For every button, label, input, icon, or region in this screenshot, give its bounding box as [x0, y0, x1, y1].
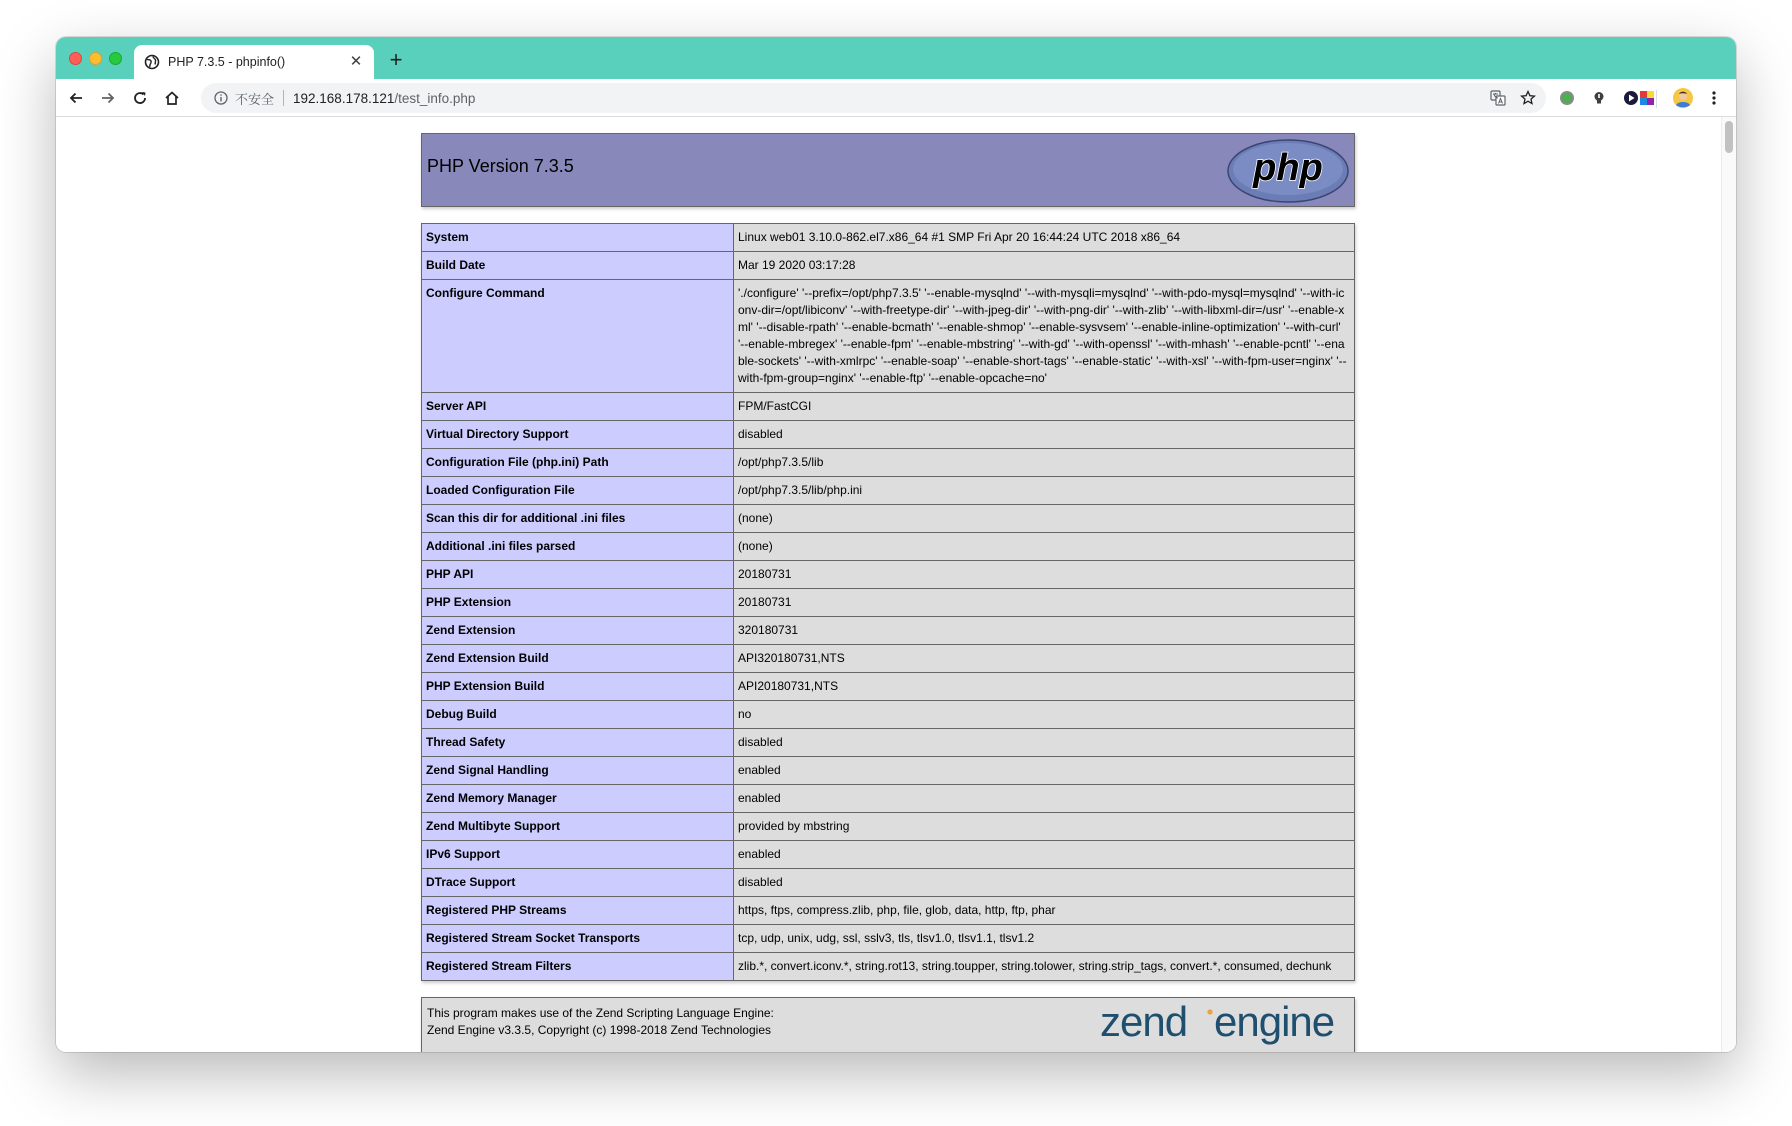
page-title: PHP Version 7.3.5 [427, 156, 574, 176]
home-icon[interactable] [158, 84, 186, 112]
row-value: enabled [734, 757, 1355, 785]
row-label: Thread Safety [422, 729, 734, 757]
forward-icon[interactable] [94, 84, 122, 112]
translate-icon[interactable] [1490, 90, 1506, 106]
globe-icon [144, 54, 160, 70]
table-row [422, 673, 1355, 701]
extension-palette-icon[interactable] [1639, 90, 1655, 106]
php-version-header [421, 133, 1355, 207]
row-label: Zend Multibyte Support [422, 813, 734, 841]
url-path: /test_info.php [394, 90, 476, 106]
row-value: provided by mbstring [734, 813, 1355, 841]
row-value: (none) [734, 533, 1355, 561]
info-table [421, 223, 1355, 981]
table-row [422, 449, 1355, 477]
table-row [422, 925, 1355, 953]
row-label: Zend Extension [422, 617, 734, 645]
row-value: /opt/php7.3.5/lib [734, 449, 1355, 477]
row-value: Mar 19 2020 03:17:28 [734, 252, 1355, 280]
row-label: Loaded Configuration File [422, 477, 734, 505]
zend-logo-dot [1207, 1009, 1212, 1014]
table-row [422, 617, 1355, 645]
row-value: no [734, 701, 1355, 729]
zend-logo-zend: zend [1100, 1000, 1188, 1045]
row-value: 20180731 [734, 589, 1355, 617]
extension-lightbulb-icon[interactable] [1591, 90, 1607, 106]
table-row [422, 280, 1355, 393]
row-value: './configure' '--prefix=/opt/php7.3.5' '--enable-mysqlnd' '--with-mysqli=mysqlnd' '--with-pdo-mysql=mysqlnd' '--with-iconv-dir=/opt/libiconv' '--with-freetype-dir' '--with-jpeg-dir' '--with-png-dir' '--with-zlib' '--with-libxml-dir=/usr' '--enable-xml' '--disable-rpath' '--enable-bcmath' '--enable-shmop' '--enable-sysvsem' '--enable-inline-optimization' '--with-curl' '--enable-mbregex' '--enable-fpm' '--enable-mbstring' '--with-gd' '--with-openssl' '--with-mhash' '--enable-pcntl' '--enable-sockets' '--with-xmlrpc' '--enable-soap' '--enable-short-tags' '--enable-static' '--with-xsl' '--with-fpm-user=nginx' '--with-fpm-group=nginx' '--enable-ftp' '--enable-opcache=no' [734, 280, 1355, 393]
security-status[interactable]: 不安全 [235, 91, 275, 107]
info-icon[interactable] [213, 90, 229, 106]
row-value: zlib.*, convert.iconv.*, string.rot13, string.toupper, string.tolower, string.strip_tags, convert.*, consumed, dechunk [734, 953, 1355, 981]
zend-logo-engine: engine [1214, 1000, 1335, 1045]
row-label: Additional .ini files parsed [422, 533, 734, 561]
address-bar[interactable] [201, 83, 1546, 113]
row-value: disabled [734, 869, 1355, 897]
close-window-button[interactable] [69, 52, 82, 65]
table-row [422, 561, 1355, 589]
url-text[interactable] [293, 91, 475, 106]
row-value: enabled [734, 841, 1355, 869]
close-icon[interactable]: ✕ [349, 53, 363, 70]
toolbar-divider [1656, 90, 1657, 108]
row-label: Virtual Directory Support [422, 421, 734, 449]
row-value: /opt/php7.3.5/lib/php.ini [734, 477, 1355, 505]
row-value: tcp, udp, unix, udg, ssl, sslv3, tls, tlsv1.0, tlsv1.1, tlsv1.2 [734, 925, 1355, 953]
tab-phpinfo[interactable] [134, 45, 374, 79]
row-label: Registered Stream Socket Transports [422, 925, 734, 953]
table-row [422, 701, 1355, 729]
table-row [422, 393, 1355, 421]
table-row [422, 533, 1355, 561]
zend-line-1: This program makes use of the Zend Scripting Language Engine: [427, 1006, 774, 1020]
vertical-scrollbar[interactable] [1721, 117, 1736, 1052]
table-row [422, 645, 1355, 673]
table-row [422, 505, 1355, 533]
row-label: PHP Extension Build [422, 673, 734, 701]
table-row [422, 897, 1355, 925]
profile-avatar-icon[interactable] [1673, 88, 1693, 108]
row-label: DTrace Support [422, 869, 734, 897]
zend-engine-logo[interactable] [1100, 1000, 1350, 1052]
omnibox-separator [283, 90, 284, 106]
zoom-window-button[interactable] [109, 52, 122, 65]
table-row [422, 785, 1355, 813]
row-label: Build Date [422, 252, 734, 280]
row-value: disabled [734, 421, 1355, 449]
row-label: Scan this dir for additional .ini files [422, 505, 734, 533]
table-row [422, 841, 1355, 869]
table-row [422, 757, 1355, 785]
table-row [422, 224, 1355, 252]
minimize-window-button[interactable] [89, 52, 102, 65]
row-value: API320180731,NTS [734, 645, 1355, 673]
row-label: System [422, 224, 734, 252]
row-label: PHP Extension [422, 589, 734, 617]
row-label: PHP API [422, 561, 734, 589]
row-value: disabled [734, 729, 1355, 757]
row-value: Linux web01 3.10.0-862.el7.x86_64 #1 SMP Fri Apr 20 16:44:24 UTC 2018 x86_64 [734, 224, 1355, 252]
table-row [422, 589, 1355, 617]
extension-green-icon[interactable] [1559, 90, 1575, 106]
row-label: Configuration File (php.ini) Path [422, 449, 734, 477]
reload-icon[interactable] [126, 84, 154, 112]
row-value: FPM/FastCGI [734, 393, 1355, 421]
back-icon[interactable] [62, 84, 90, 112]
row-label: IPv6 Support [422, 841, 734, 869]
row-label: Zend Signal Handling [422, 757, 734, 785]
row-label: Registered Stream Filters [422, 953, 734, 981]
table-row [422, 252, 1355, 280]
new-tab-button[interactable]: + [389, 47, 403, 72]
table-row [422, 813, 1355, 841]
row-value: 320180731 [734, 617, 1355, 645]
tab-title: PHP 7.3.5 - phpinfo() [168, 55, 286, 69]
extension-play-icon[interactable] [1623, 90, 1639, 106]
php-logo-text: php [1253, 147, 1323, 189]
row-label: Zend Memory Manager [422, 785, 734, 813]
row-value: 20180731 [734, 561, 1355, 589]
row-label: Debug Build [422, 701, 734, 729]
star-icon[interactable] [1520, 90, 1536, 106]
url-host: 192.168.178.121 [293, 90, 395, 106]
browser-window [56, 37, 1736, 1052]
page-viewport[interactable] [56, 117, 1736, 1052]
php-logo[interactable] [1226, 138, 1350, 204]
zend-text [427, 1005, 774, 1039]
row-label: Server API [422, 393, 734, 421]
table-row [422, 869, 1355, 897]
row-label: Registered PHP Streams [422, 897, 734, 925]
omnibox-actions [1490, 90, 1536, 106]
browser-toolbar [56, 79, 1736, 117]
table-row [422, 421, 1355, 449]
row-value: enabled [734, 785, 1355, 813]
row-value: https, ftps, compress.zlib, php, file, glob, data, http, ftp, phar [734, 897, 1355, 925]
table-row [422, 477, 1355, 505]
table-row [422, 729, 1355, 757]
table-row [422, 953, 1355, 981]
row-label: Zend Extension Build [422, 645, 734, 673]
zend-line-2: Zend Engine v3.3.5, Copyright (c) 1998-2018 Zend Technologies [427, 1023, 771, 1037]
tab-bar [56, 37, 1736, 79]
menu-icon[interactable] [1706, 90, 1722, 106]
scrollbar-thumb[interactable] [1725, 121, 1733, 153]
row-label: Configure Command [422, 280, 734, 393]
phpinfo-page [421, 133, 1355, 1052]
row-value: (none) [734, 505, 1355, 533]
row-value: API20180731,NTS [734, 673, 1355, 701]
zend-engine-box [421, 997, 1355, 1052]
